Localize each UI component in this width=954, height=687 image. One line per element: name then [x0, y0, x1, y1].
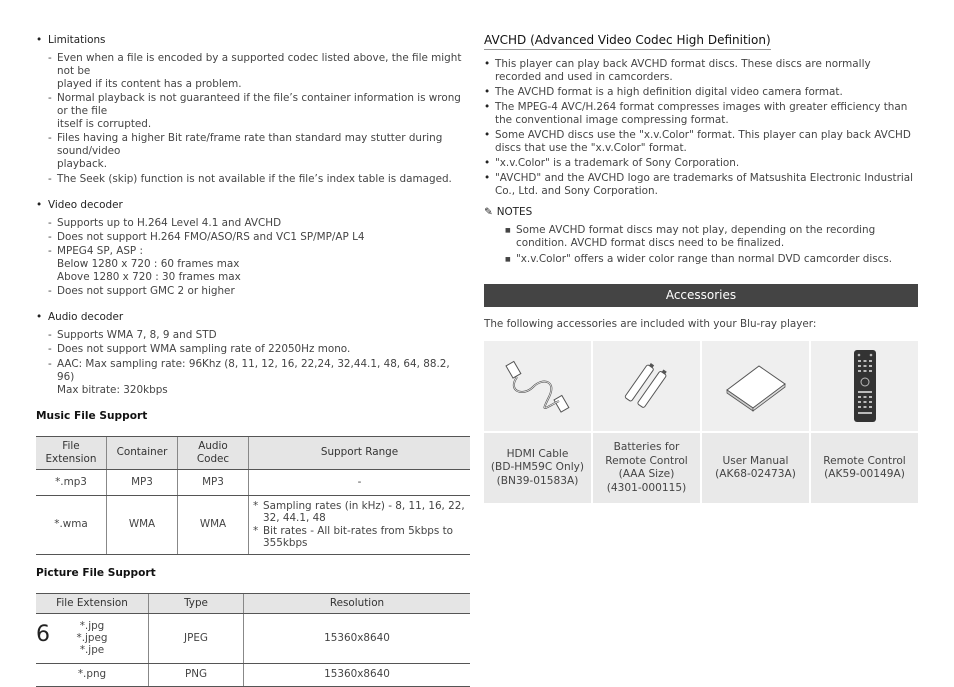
notes-list	[505, 224, 918, 266]
list-item: • "x.v.Color" is a trademark of Sony Corporation.	[484, 157, 918, 170]
limitations-list	[48, 52, 470, 186]
list-item: - MPEG4 SP, ASP : Below 1280 x 720 : 60 frames max Above 1280 x 720 : 30 frames max	[48, 245, 470, 284]
list-item: - Does not support H.264 FMO/ASO/RS and VC1 SP/MP/AP L4	[48, 231, 470, 244]
table-cell: MP3	[178, 469, 249, 495]
accessory-label-hdmi-cable: HDMI Cable (BD-HM59C Only) (BN39-01583A)	[484, 433, 591, 503]
accessory-label-remote-control: Remote Control (AK59-00149A)	[811, 433, 918, 503]
table-row	[36, 495, 470, 554]
accessories-grid	[484, 341, 918, 503]
table-header: File Extension	[36, 593, 149, 613]
video-decoder-heading: • Video decoder	[36, 199, 470, 212]
list-item: - The Seek (skip) function is not available if the file’s index table is damaged.	[48, 173, 470, 186]
list-item: • The AVCHD format is a high definition digital video camera format.	[484, 86, 918, 99]
accessories-header: Accessories	[484, 284, 918, 307]
table-cell: WMA	[107, 495, 178, 554]
table-header: Resolution	[244, 593, 471, 613]
table-cell: MP3	[107, 469, 178, 495]
table-header: Audio Codec	[178, 436, 249, 469]
page-number: 6	[36, 622, 50, 647]
picture-file-support-title: Picture File Support	[36, 566, 156, 579]
list-item: • The MPEG-4 AVC/H.264 format compresses images with greater efficiency than the conventional image compressing format.	[484, 101, 918, 127]
sampling-rates-text: * Sampling rates (in kHz) - 8, 11, 16, 22, 32, 44.1, 48	[253, 500, 468, 525]
list-item: - Even when a file is encoded by a supported codec listed above, the file might not be played if its content has a problem.	[48, 52, 470, 91]
audio-decoder-heading: • Audio decoder	[36, 311, 470, 324]
right-column	[484, 34, 918, 503]
list-item: • Some AVCHD discs use the "x.v.Color" format. This player can play back AVCHD discs that use the "x.v.Color" format.	[484, 129, 918, 155]
limitations-section	[36, 34, 470, 186]
music-file-support-title: Music File Support	[36, 409, 148, 422]
table-cell: -	[249, 469, 471, 495]
list-item: - Supports WMA 7, 8, 9 and STD	[48, 329, 470, 342]
table-cell: *.wma	[36, 495, 107, 554]
avchd-title: AVCHD (Advanced Video Codec High Definition)	[484, 34, 771, 50]
list-item: - AAC: Max sampling rate: 96Khz (8, 11, 12, 16, 22,24, 32,44.1, 48, 64, 88.2, 96) Max bitrate: 320kbps	[48, 358, 470, 397]
list-item: • This player can play back AVCHD format discs. These discs are normally recorded and used in camcorders.	[484, 58, 918, 84]
picture-file-support-table	[36, 593, 470, 687]
list-item: - Does not support GMC 2 or higher	[48, 285, 470, 298]
notes-label: NOTES	[496, 206, 533, 218]
accessory-label-batteries: Batteries for Remote Control (AAA Size) (4301-000115)	[593, 433, 700, 503]
accessories-intro: The following accessories are included with your Blu-ray player:	[484, 318, 817, 330]
table-header: File Extension	[36, 436, 107, 469]
video-decoder-section	[36, 199, 470, 299]
list-item: - Normal playback is not guaranteed if the file’s container information is wrong or the file itself is corrupted.	[48, 92, 470, 131]
table-cell: *.png	[36, 663, 149, 686]
accessory-label-user-manual: User Manual (AK68-02473A)	[702, 433, 809, 503]
table-cell: JPEG	[149, 613, 244, 663]
notes-heading	[484, 206, 918, 219]
table-row	[36, 469, 470, 495]
limitations-heading: • Limitations	[36, 34, 470, 47]
remote-control-icon	[811, 341, 918, 431]
music-file-support-table	[36, 436, 470, 555]
table-cell: 15360x8640	[244, 663, 471, 686]
table-cell: PNG	[149, 663, 244, 686]
video-decoder-list	[48, 217, 470, 299]
table-row	[36, 663, 470, 686]
avchd-bullet-list	[484, 58, 918, 198]
table-cell: WMA	[178, 495, 249, 554]
batteries-icon	[593, 341, 700, 431]
hdmi-cable-icon	[484, 341, 591, 431]
support-range-cell	[249, 495, 471, 554]
list-item: ■ "x.v.Color" offers a wider color range than normal DVD camcorder discs.	[505, 253, 918, 266]
list-item: ■ Some AVCHD format discs may not play, depending on the recording condition. AVCHD format discs need to be finalized.	[505, 224, 918, 250]
table-header: Type	[149, 593, 244, 613]
pencil-icon: ✎	[484, 206, 493, 218]
list-item: • "AVCHD" and the AVCHD logo are trademarks of Matsushita Electronic Industrial Co., Ltd. and Sony Corporation.	[484, 172, 918, 198]
bit-rates-text: * Bit rates - All bit-rates from 5kbps to 355kbps	[253, 525, 468, 550]
left-column	[36, 34, 470, 687]
user-manual-icon	[702, 341, 809, 431]
list-item: - Supports up to H.264 Level 4.1 and AVCHD	[48, 217, 470, 230]
table-cell: *.jpg *.jpeg *.jpe	[36, 613, 149, 663]
table-cell: *.mp3	[36, 469, 107, 495]
audio-decoder-list	[48, 329, 470, 396]
table-row	[36, 613, 470, 663]
table-header: Support Range	[249, 436, 471, 469]
list-item: - Does not support WMA sampling rate of 22050Hz mono.	[48, 343, 470, 356]
table-cell: 15360x8640	[244, 613, 471, 663]
table-header: Container	[107, 436, 178, 469]
list-item: - Files having a higher Bit rate/frame rate than standard may stutter during sound/video playback.	[48, 132, 470, 171]
audio-decoder-section	[36, 311, 470, 396]
